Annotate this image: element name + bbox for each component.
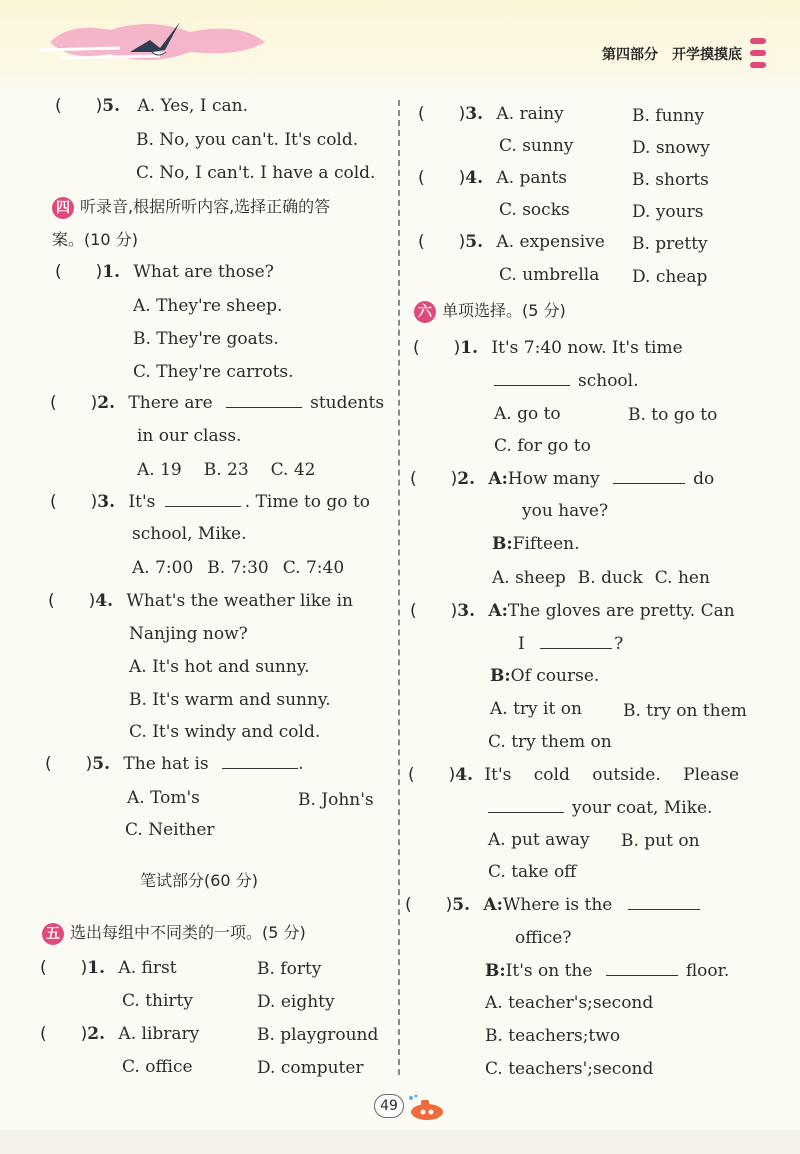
option-text: D. snowy <box>632 138 710 158</box>
option-text: B. put on <box>621 831 700 851</box>
header-decoration-icon <box>746 36 770 72</box>
question-text: in our class. <box>137 426 242 446</box>
option-text: C. thirty <box>122 991 193 1011</box>
option-text: C. Neither <box>125 820 215 840</box>
option-text: A. teacher's;second <box>485 993 654 1013</box>
question-row: ( )4. A. pants <box>418 168 568 188</box>
question-text: office? <box>515 928 572 948</box>
option-text: B. It's warm and sunny. <box>129 690 331 710</box>
fill-blank[interactable] <box>222 754 298 769</box>
option-text: B. teachers;two <box>485 1026 621 1046</box>
answer-bracket[interactable]: ( ) <box>40 1024 88 1044</box>
answer-bracket[interactable]: ( ) <box>405 895 453 915</box>
question-text: school, Mike. <box>132 524 247 544</box>
question-row: ( )2. A:How many do <box>410 469 715 489</box>
fill-blank[interactable] <box>613 469 685 484</box>
answer-row: B:It's on the floor. <box>485 961 730 981</box>
option-text: B. pretty <box>632 234 708 254</box>
answer-bracket[interactable]: ( ) <box>40 958 88 978</box>
option-text: D. cheap <box>632 267 708 287</box>
answer-bracket[interactable]: ( ) <box>410 601 458 621</box>
footer-band <box>0 1130 800 1154</box>
option-text: B. They're goats. <box>133 329 279 349</box>
section-badge: 四 <box>52 197 74 219</box>
option-text: C. umbrella <box>499 265 600 285</box>
option-text: B. to go to <box>628 405 718 425</box>
page-number: 49 <box>374 1094 404 1118</box>
answer-bracket[interactable]: ( ) <box>418 104 466 124</box>
option-text: C. teachers';second <box>485 1059 654 1079</box>
question-row: ( )2. A. library <box>40 1024 200 1044</box>
question-row: ( )4. What's the weather like in <box>48 591 353 611</box>
option-text: C. sunny <box>499 136 574 156</box>
option-text: B. try on them <box>623 701 747 721</box>
section-badge: 五 <box>42 923 64 945</box>
option-text: C. take off <box>488 862 577 882</box>
question-row: school. <box>494 371 639 391</box>
option-row: A. 7:00 B. 7:30 C. 7:40 <box>132 558 345 578</box>
fill-blank[interactable] <box>226 393 302 408</box>
option-text: A. go to <box>494 404 561 424</box>
question-text: Nanjing now? <box>129 624 248 644</box>
question-row: ( )5. A. expensive <box>418 232 605 252</box>
option-row: A. sheep B. duck C. hen <box>492 568 710 588</box>
answer-row: B:Fifteen. <box>492 534 580 554</box>
question-row: ( )5. A. Yes, I can. <box>55 96 248 116</box>
option-text: C. office <box>122 1057 193 1077</box>
answer-bracket[interactable]: ( ) <box>413 338 461 358</box>
answer-bracket[interactable]: ( ) <box>55 262 103 282</box>
submarine-icon <box>405 1094 445 1122</box>
option-text: B. forty <box>257 959 322 979</box>
written-part-heading: 笔试部分(60 分) <box>140 871 258 890</box>
section-heading-cont: 案。(10 分) <box>52 230 138 249</box>
section-heading: 五 选出每组中不同类的一项。(5 分) <box>42 922 306 945</box>
answer-row: B:Of course. <box>490 666 600 686</box>
question-text: you have? <box>522 501 609 521</box>
option-text: A. Tom's <box>127 788 200 808</box>
option-text: A. put away <box>488 830 590 850</box>
answer-bracket[interactable]: ( ) <box>418 232 466 252</box>
fill-blank[interactable] <box>540 634 612 649</box>
question-row: ( )3. A. rainy <box>418 104 564 124</box>
section-badge: 六 <box>414 301 436 323</box>
question-row: ( )3. A:The gloves are pretty. Can <box>410 601 735 621</box>
answer-bracket[interactable]: ( ) <box>48 591 96 611</box>
option-text: A. They're sheep. <box>133 296 283 316</box>
option-text: D. computer <box>257 1058 364 1078</box>
question-row: ( )5. A:Where is the <box>405 895 700 915</box>
option-text: C. for go to <box>494 436 591 456</box>
question-row: ( )2. There are students <box>50 393 385 413</box>
option-text: D. eighty <box>257 992 335 1012</box>
question-row: your coat, Mike. <box>488 798 712 818</box>
option-text: D. yours <box>632 202 704 222</box>
option-text: B. funny <box>632 106 705 126</box>
option-row: A. 19 B. 23 C. 42 <box>137 460 316 480</box>
header-title: 第四部分 开学摸摸底 <box>602 47 742 63</box>
option-text: B. playground <box>257 1025 379 1045</box>
question-row: ( )3. It's . Time to go to <box>50 492 371 512</box>
fill-blank[interactable] <box>628 895 700 910</box>
question-row: ( )1. It's 7:40 now. It's time <box>413 338 683 358</box>
question-row: ( )4. It's cold outside. Please <box>408 765 740 785</box>
option-text: C. It's windy and cold. <box>129 722 321 742</box>
answer-bracket[interactable]: ( ) <box>55 96 103 116</box>
answer-bracket[interactable]: ( ) <box>50 393 98 413</box>
option-text: B. shorts <box>632 170 709 190</box>
fill-blank[interactable] <box>494 371 570 386</box>
fill-blank[interactable] <box>165 492 241 507</box>
question-row: ( )1. What are those? <box>55 262 274 282</box>
question-row: ( )5. The hat is . <box>45 754 304 774</box>
section-heading: 四 听录音,根据所听内容,选择正确的答 <box>52 196 330 219</box>
option-text: C. try them on <box>488 732 612 752</box>
section-heading: 六 单项选择。(5 分) <box>414 300 566 323</box>
answer-bracket[interactable]: ( ) <box>50 492 98 512</box>
answer-bracket[interactable]: ( ) <box>45 754 93 774</box>
column-divider <box>398 100 400 1075</box>
question-row: I ? <box>518 634 624 654</box>
fill-blank[interactable] <box>488 798 564 813</box>
option-text: C. socks <box>499 200 570 220</box>
option-text: A. It's hot and sunny. <box>129 657 310 677</box>
option-text: C. They're carrots. <box>133 362 294 382</box>
fill-blank[interactable] <box>606 961 678 976</box>
answer-bracket[interactable]: ( ) <box>408 765 456 785</box>
option-text: A. try it on <box>490 699 582 719</box>
answer-bracket[interactable]: ( ) <box>410 469 458 489</box>
option-text: C. No, I can't. I have a cold. <box>136 163 376 183</box>
cloud-seagull-illustration <box>40 12 270 72</box>
option-text: B. John's <box>298 790 374 810</box>
question-row: ( )1. A. first <box>40 958 177 978</box>
option-text: B. No, you can't. It's cold. <box>136 130 359 150</box>
answer-bracket[interactable]: ( ) <box>418 168 466 188</box>
